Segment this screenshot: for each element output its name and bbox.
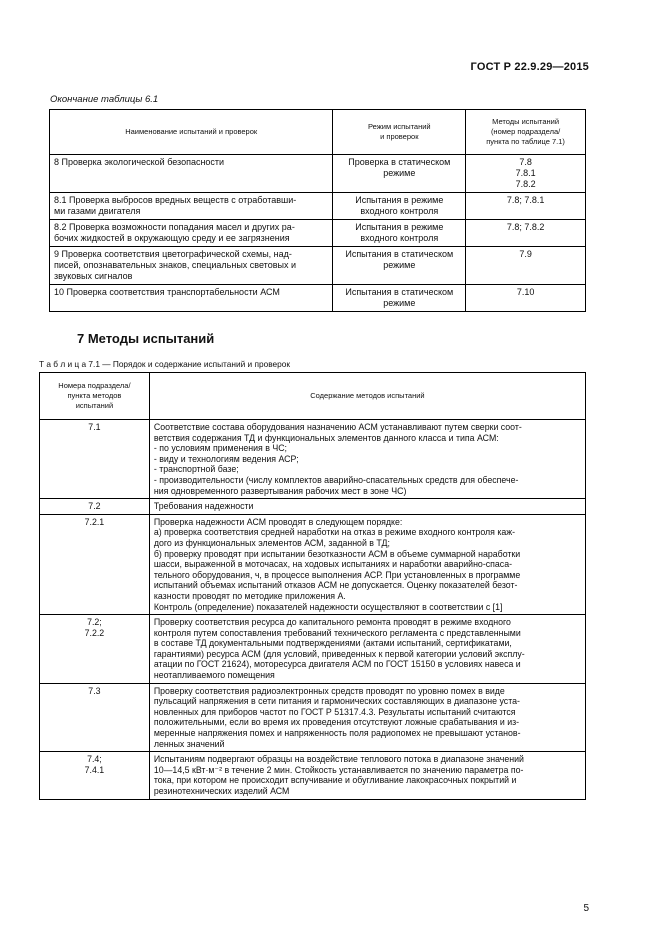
method-content-cell: Проверка надежности АСМ проводят в следующем порядке: а) проверка соответствия средней наработки на отказ в режиме входного контроля каж- дого из функциональных элементов АСМ, заданной в ТД; б) проверку проводят при испытании безотказности АСМ в объеме суммарной наработки шасси, выраженной в моточасах, на ходовых испытаниях и наработки аварийно-спаса- тельного оборудования, ч, в процессе выполнения АСР. При установленных в программе испытаний объемах испытаний отказов АСМ не допускается. Оценку показателей безот- казности проводят по методике приложения А. Контроль (определение) показателей надежности осуществляют в соответствии с [1]	[149, 514, 585, 614]
method-content-cell: Проверку соответствия радиоэлектронных средств проводят по уровню помех в виде пульсаций напряжения в сети питания и гармонических составляющих в диапазоне уста- новленных для приборов частот по ГОСТ Р 51317.4.3. Результаты испытаний считаются положительными, если во время их проведения отсутствуют ложные срабатывания и из- меренные напряжения помех и напряженность поля радиопомех не превышают установ- ленных значений	[149, 683, 585, 752]
method-content-cell: Соответствие состава оборудования назначению АСМ устанавливают путем сверки соот- ветствия содержания ТД и функциональных элементов данного класса и типа АСМ: - по условиям применения в ЧС; - виду и технологиям ведения АСР; - транспортной базе; - производительности (числу комплектов аварийно-спасательных средств для обеспече- ния одновременного развертывания рабочих мест в зоне ЧС)	[149, 420, 585, 499]
test-name-cell: 8.2 Проверка возможности попадания масел и других ра- бочих жидкостей в окружающую среду и ее загрязнения	[50, 220, 333, 247]
method-content-cell: Требования надежности	[149, 499, 585, 515]
table-row	[50, 285, 586, 312]
table-7-1	[39, 372, 586, 800]
header-cell: Наименование испытаний и проверок	[50, 110, 333, 155]
test-mode-cell: Испытания в статическом режиме	[333, 285, 466, 312]
table-row	[40, 420, 586, 499]
table-row	[40, 514, 586, 614]
method-content-cell: Проверку соответствия ресурса до капитального ремонта проводят в режиме входного контроля путем сопоставления требований технического регламента с представленными в составе ТД документальными подтверждениями (актами испытаний, сертификатами, гарантиями) ресурса АСМ (для условий, приведенных к первой категории условий эксплу- атации по ГОСТ 21624), моторесурса двигателя АСМ по ГОСТ 15150 в условиях навеса и неотапливаемого помещения	[149, 615, 585, 684]
method-number-cell: 7.2	[40, 499, 150, 515]
table-row	[50, 247, 586, 285]
test-method-cell: 7.9	[466, 247, 586, 285]
table-header-row	[40, 373, 586, 420]
header-cell: Режим испытаний и проверок	[333, 110, 466, 155]
method-number-cell: 7.2; 7.2.2	[40, 615, 150, 684]
method-number-cell: 7.4; 7.4.1	[40, 752, 150, 799]
table-row	[50, 193, 586, 220]
header-cell: Методы испытаний (номер подраздела/ пункта по таблице 7.1)	[466, 110, 586, 155]
method-number-cell: 7.2.1	[40, 514, 150, 614]
header-cell: Номера подраздела/ пункта методов испытаний	[40, 373, 150, 420]
method-number-cell: 7.1	[40, 420, 150, 499]
table-row	[50, 220, 586, 247]
table-row	[40, 683, 586, 752]
test-method-cell: 7.10	[466, 285, 586, 312]
method-number-cell: 7.3	[40, 683, 150, 752]
page-number: 5	[583, 903, 589, 914]
test-mode-cell: Испытания в режиме входного контроля	[333, 220, 466, 247]
test-name-cell: 10 Проверка соответствия транспортабельности АСМ	[50, 285, 333, 312]
section-title: 7 Методы испытаний	[77, 331, 215, 346]
table-6-1	[49, 109, 586, 312]
table-row	[40, 615, 586, 684]
table-row	[40, 752, 586, 799]
method-content-cell: Испытаниям подвергают образцы на воздействие теплового потока в диапазоне значений 10—14,5 кВт·м⁻² в течение 2 мин. Стойкость устанавливается по значению параметра по- тока, при котором не происходит вспучивание и обугливание лакокрасочных покрытий и резинотехнических изделий АСМ	[149, 752, 585, 799]
table-caption: Т а б л и ц а 7.1 — Порядок и содержание испытаний и проверок	[39, 359, 290, 369]
test-method-cell: 7.8; 7.8.2	[466, 220, 586, 247]
test-mode-cell: Испытания в статическом режиме	[333, 247, 466, 285]
test-name-cell: 8.1 Проверка выбросов вредных веществ с отработавши- ми газами двигателя	[50, 193, 333, 220]
test-name-cell: 9 Проверка соответствия цветографической схемы, над- писей, опознавательных знаков, специальных световых и звуковых сигналов	[50, 247, 333, 285]
test-mode-cell: Проверка в статическом режиме	[333, 155, 466, 193]
table-header-row	[50, 110, 586, 155]
test-method-cell: 7.8 7.8.1 7.8.2	[466, 155, 586, 193]
document-header: ГОСТ Р 22.9.29—2015	[470, 61, 589, 73]
test-mode-cell: Испытания в режиме входного контроля	[333, 193, 466, 220]
table-row	[40, 499, 586, 515]
test-name-cell: 8 Проверка экологической безопасности	[50, 155, 333, 193]
header-cell: Содержание методов испытаний	[149, 373, 585, 420]
table-row	[50, 155, 586, 193]
test-method-cell: 7.8; 7.8.1	[466, 193, 586, 220]
table-continuation-caption: Окончание таблицы 6.1	[50, 94, 159, 105]
